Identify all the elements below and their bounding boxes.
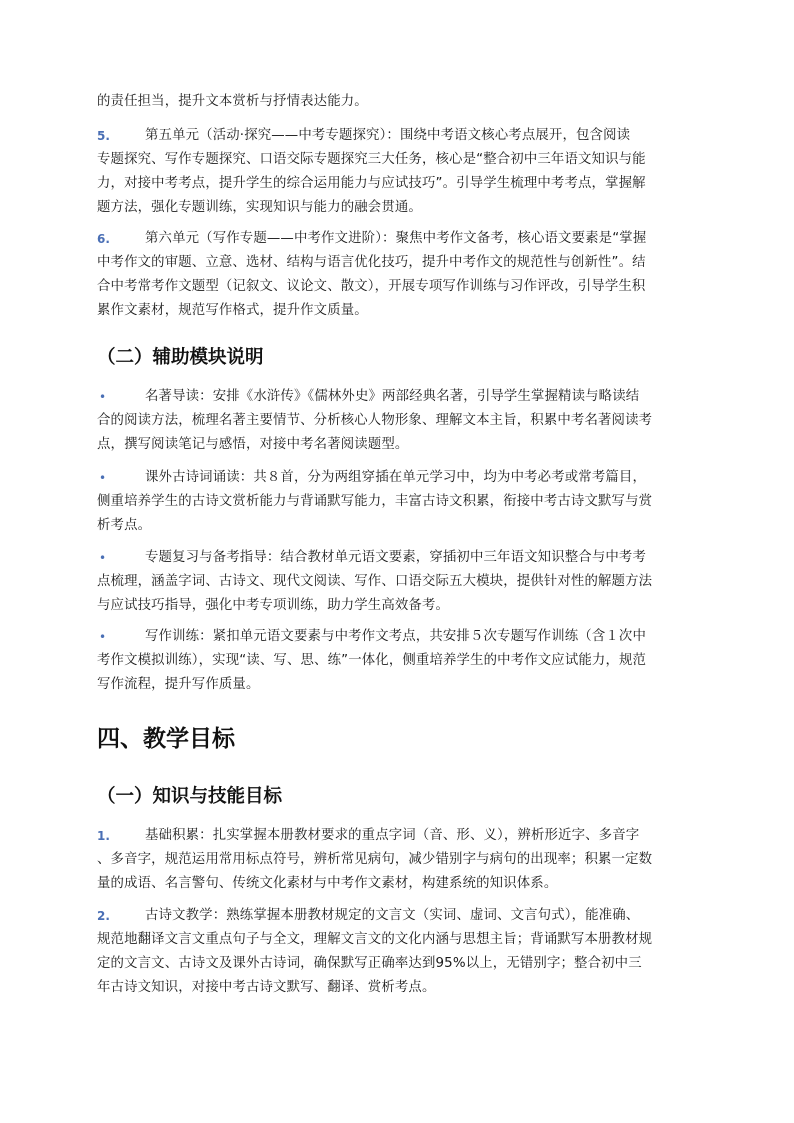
- paragraph-line: 力，对接中考考点，提升学生的综合运用能力与应试技巧”。引导学生梳理中考考点，掌握解: [97, 176, 646, 191]
- bullet-line: 写作流程，提升写作质量。: [97, 677, 260, 692]
- paragraph-line: 累作文素材，规范写作格式，提升作文质量。: [97, 303, 368, 318]
- paragraph-line: 合中考常考作文题型（记叙文、议论文、散文），开展专项写作训练与习作评改，引导学生积: [97, 279, 646, 294]
- bullet-line: 名著导读：安排《水浒传》《儒林外史》两部经典名著，引导学生掌握精读与略读结: [145, 389, 640, 404]
- list-number: 6.: [97, 232, 110, 246]
- bullet-line: 与应试技巧指导，强化中考专项训练，助力学生高效备考。: [97, 598, 450, 613]
- bullet-line: 点梳理，涵盖字词、古诗文、现代文阅读、写作、口语交际五大模块，提供针对性的解题方法: [97, 574, 653, 589]
- bullet-dot: •: [99, 471, 107, 485]
- paragraph-line: 中考作文的审题、立意、选材、结构与语言优化技巧，提升中考作文的规范性与创新性”。结: [97, 255, 646, 270]
- bullet-line: 课外古诗词诵读：共８首，分为两组穿插在单元学习中，均为中考必考或常考篇目，: [145, 470, 647, 485]
- paragraph-line: 题方法，强化专题训练，实现知识与能力的融会贯通。: [97, 200, 422, 215]
- bullet-dot: •: [99, 551, 107, 565]
- chapter-heading: 四、教学目标: [97, 726, 235, 752]
- bullet-dot: •: [99, 630, 107, 644]
- paragraph-line: 年古诗文知识，对接中考古诗文默写、翻译、赏析考点。: [97, 980, 436, 995]
- paragraph-line: 专题探究、写作专题探究、口语交际专题探究三大任务，核心是“整合初中三年语文知识与能: [97, 152, 646, 167]
- paragraph-line: 第六单元（写作专题——中考作文进阶）：聚焦中考作文备考，核心语文要素是“掌握: [145, 231, 647, 246]
- paragraph-line: 量的成语、名言警句、传统文化素材与中考作文素材，构建系统的知识体系。: [97, 876, 558, 891]
- paragraph-line: 的责任担当，提升文本赏析与抒情表达能力。: [97, 94, 368, 109]
- section-heading: （二）辅助模块说明: [97, 347, 264, 368]
- list-number: 5.: [97, 129, 110, 143]
- bullet-line: 点，撰写阅读笔记与感悟，对接中考名著阅读题型。: [97, 437, 409, 452]
- section-heading: （一）知识与技能目标: [97, 786, 283, 807]
- paragraph-line: 古诗文教学：熟练掌握本册教材规定的文言文（实词、虚词、文言句式），能准确、: [145, 908, 640, 923]
- bullet-line: 侧重培养学生的古诗文赏析能力与背诵默写能力，丰富古诗文积累，衔接中考古诗文默写与赏: [97, 494, 653, 509]
- paragraph-line: 基础积累：扎实掌握本册教材要求的重点字词（音、形、义），辨析形近字、多音字: [145, 828, 640, 843]
- bullet-line: 专题复习与备考指导：结合教材单元语文要素，穿插初中三年语文知识整合与中考考: [145, 550, 647, 565]
- bullet-line: 合的阅读方法，梳理名著主要情节、分析核心人物形象、理解文本主旨，积累中考名著阅读考: [97, 413, 653, 428]
- paragraph-line: 第五单元（活动·探究——中考专题探究）：围绕中考语文核心考点展开，包含阅读: [145, 128, 631, 143]
- bullet-dot: •: [99, 390, 107, 404]
- paragraph-line: 规范地翻译文言文重点句子与全文，理解文言文的文化内涵与思想主旨；背诵默写本册教材规: [97, 932, 653, 947]
- list-number: 2.: [97, 909, 110, 923]
- paragraph-line: 、多音字，规范运用常用标点符号，辨析常见病句，减少错别字与病句的出现率；积累一定数: [97, 852, 653, 867]
- paragraph-line: 定的文言文、古诗文及课外古诗词，确保默写正确率达到95%以上，无错别字；整合初中三: [97, 956, 642, 971]
- bullet-line: 考作文模拟训练），实现“读、写、思、练”一体化，侧重培养学生的中考作文应试能力，规范: [97, 653, 647, 668]
- bullet-line: 析考点。: [97, 518, 152, 533]
- list-number: 1.: [97, 829, 110, 843]
- bullet-line: 写作训练：紧扣单元语文要素与中考作文考点，共安排５次专题写作训练（含１次中: [145, 629, 647, 644]
